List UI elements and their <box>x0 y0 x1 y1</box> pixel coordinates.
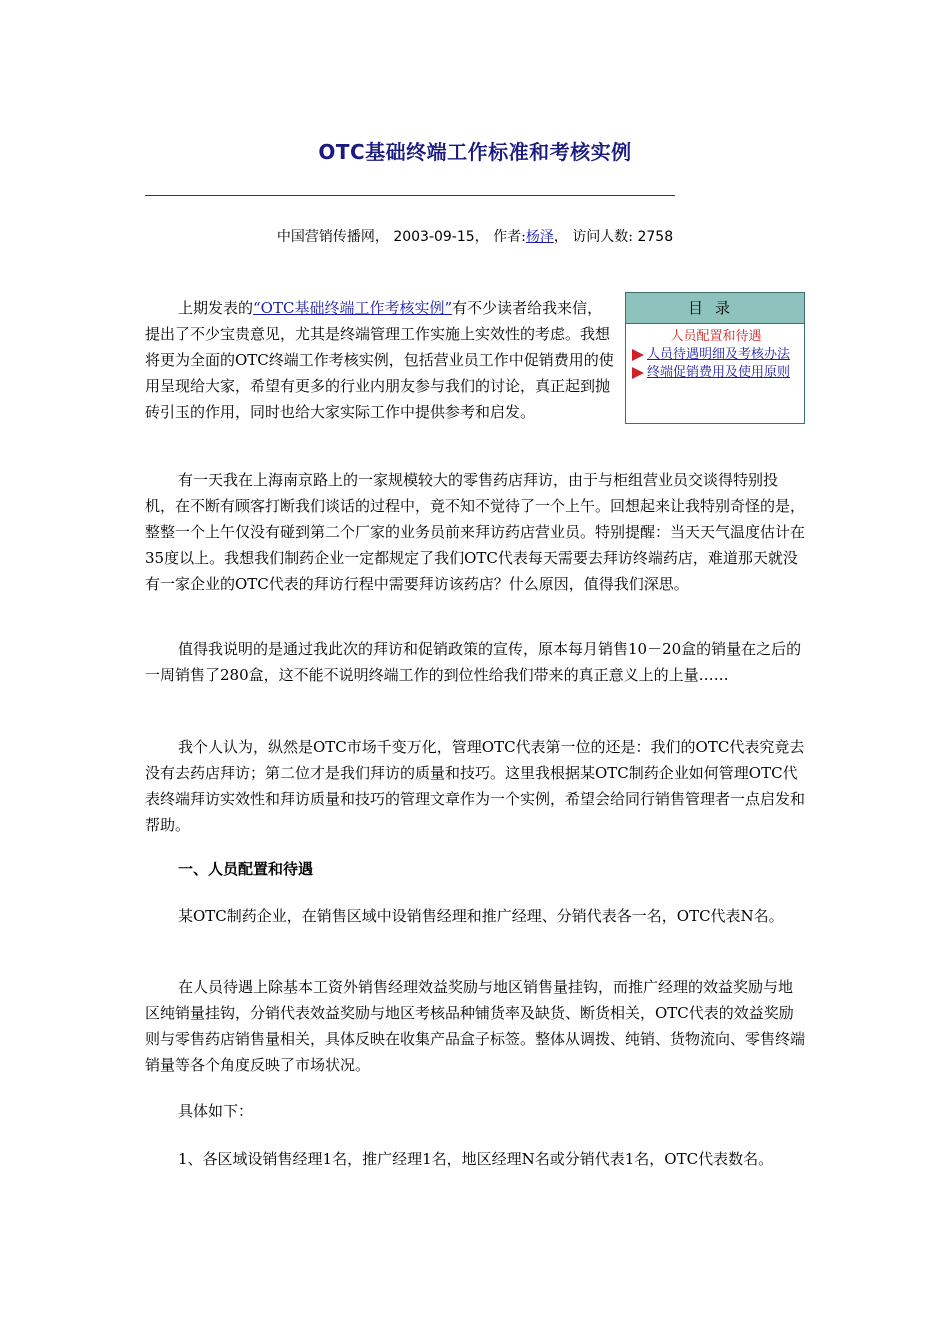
table-of-contents <box>625 292 805 424</box>
body-paragraph-2: 值得我说明的是通过我此次的拜访和促销政策的宣传，原本每月销售10－20盒的销量在之后的一周销售了280盒，这不能不说明终端工作的到位性给我们带来的真正意义上的上量…… <box>145 640 802 684</box>
section-paragraph-2: 在人员待遇上除基本工资外销售经理效益奖励与地区销售量挂钩，而推广经理的效益奖励与地区纯销量挂钩，分销代表效益奖励与地区考核品种铺货率及缺货、断货相关，OTC代表的效益奖励则与零售药店销售量相关，具体反映在收集产品盒子标签。整体从调拨、纯销、货物流向、零售终端销量等各个角度反映了市场状况。 <box>145 978 806 1074</box>
red-arrow-icon <box>632 349 644 361</box>
author-link[interactable]: 杨泽 <box>525 229 554 245</box>
section-paragraph-1: 某OTC制药企业，在销售区域中设销售经理和推广经理、分销代表各一名，OTC代表N名。 <box>178 907 784 925</box>
intro-paragraph <box>145 295 615 425</box>
toc-header: 目录 <box>626 293 804 324</box>
body-paragraph-1: 有一天我在上海南京路上的一家规模较大的零售药店拜访，由于与柜组营业员交谈得特别投机，在不断有顾客打断我们谈话的过程中，竟不知不觉待了一个上午。回想起来让我特别奇怪的是，整整一个上午仅没有碰到第二个厂家的业务员前来拜访药店营业员。特别提醒：当天天气温度估计在35度以上。我想我们制药企业一定都规定了我们OTC代表每天需要去拜访终端药店，难道那天就没有一家企业的OTC代表的拜访行程中需要拜访该药店？什么原因，值得我们深思。 <box>145 471 806 593</box>
body-paragraph-3: 我个人认为，纵然是OTC市场千变万化，管理OTC代表第一位的还是：我们的OTC代表究竟去没有去药店拜访；第二位才是我们拜访的质量和技巧。这里我根据某OTC制药企业如何管理OTC代表终端拜访实效性和拜访质量和技巧的管理文章作为一个实例，希望会给同行销售管理者一点启发和帮助。 <box>145 738 806 834</box>
section-heading: 一、人员配置和待遇 <box>178 860 314 878</box>
meta-date: 2003-09-15， <box>393 229 489 245</box>
meta-visits-label: 访问人数: <box>572 229 634 245</box>
meta-sep: ， <box>553 229 568 245</box>
intro-rest: 有不少读者给我来信，提出了不少宝贵意见，尤其是终端管理工作实施上实效性的考虑。我想将更为全面的OTC终端工作考核实例，包括营业员工作中促销费用的使用呈现给大家，希望有更多的行业内朋友参与我们的讨论，真正起到抛砖引玉的作用，同时也给大家实际工作中提供参考和启发。 <box>145 299 614 421</box>
toc-link-treatment[interactable]: 人员待遇明细及考核办法 <box>647 347 791 362</box>
red-arrow-icon <box>632 367 644 379</box>
meta-author-label: 作者: <box>493 229 526 245</box>
intro-prefix: 上期发表的 <box>178 299 254 317</box>
toc-link-promotion[interactable]: 终端促销费用及使用原则 <box>647 365 791 380</box>
toc-item[interactable] <box>632 346 800 364</box>
prev-article-link[interactable]: “OTC基础终端工作考核实例” <box>253 299 453 317</box>
toc-subtitle: 人员配置和待遇 <box>670 329 762 344</box>
toc-item[interactable] <box>632 364 800 382</box>
title-divider <box>145 195 675 196</box>
section-paragraph-3: 具体如下： <box>178 1102 254 1120</box>
page-title: OTC基础终端工作标准和考核实例 <box>318 140 632 164</box>
meta-source: 中国营销传播网， <box>276 229 389 245</box>
section-paragraph-4: 1、各区域设销售经理1名，推广经理1名，地区经理N名或分销代表1名，OTC代表数名。 <box>178 1150 774 1168</box>
meta-visits: 2758 <box>637 229 674 245</box>
article-meta <box>0 226 950 246</box>
